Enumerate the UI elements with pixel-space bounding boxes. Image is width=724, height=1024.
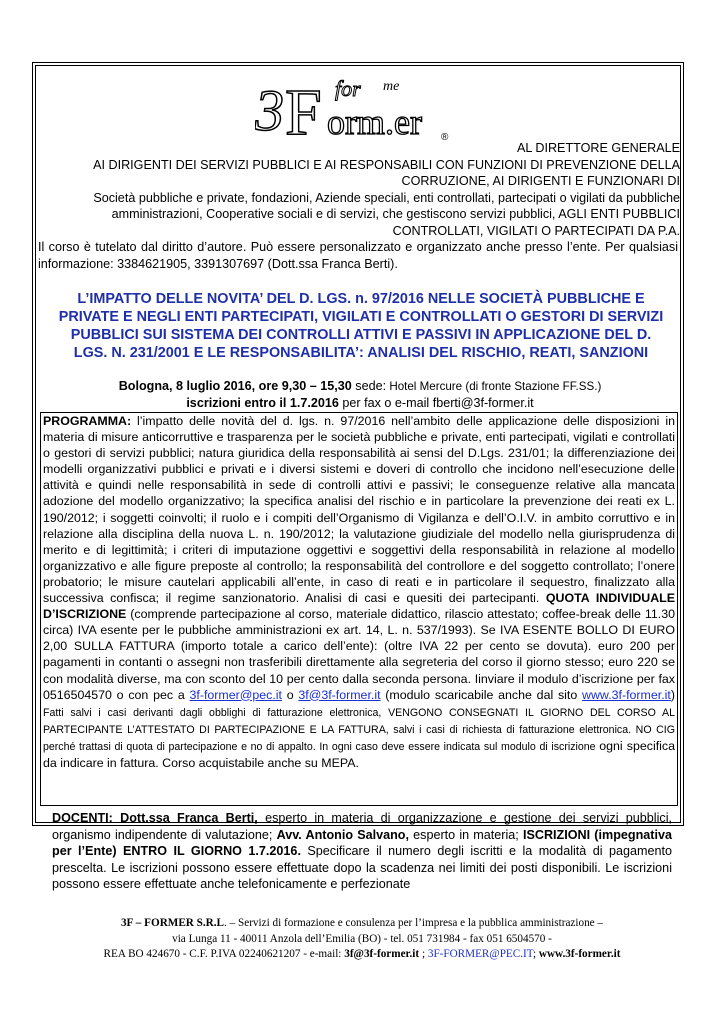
3former-logo: [255, 68, 465, 142]
footer-site[interactable]: www.3f-former.it: [538, 948, 621, 961]
footer-line-1: [40, 916, 684, 932]
addressee-line-2: AI DIRIGENTI DEI SERVIZI PUBBLICI E AI RESPONSABILI CON FUNZIONI DI PREVENZIONE DELLA: [93, 157, 680, 172]
close-paren: ): [670, 687, 675, 702]
svg-text:F: F: [285, 76, 322, 142]
footer-sep: ;: [419, 948, 428, 961]
docenti-text-2: esperto in materia;: [409, 827, 523, 842]
mepa-text: ogni specifica da indicare in fattura. Corso acquistabile anche su MEPA.: [43, 738, 675, 770]
footer-rea: REA BO 424670 - C.F. P.IVA 02240621207 - e-mail:: [103, 948, 345, 961]
svg-text:®: ®: [441, 132, 449, 142]
event-date: [40, 378, 680, 396]
svg-text:orm.er: orm.er: [327, 102, 422, 142]
docenti-label: DOCENTI: Dott.ssa Franca Berti,: [52, 811, 258, 825]
footer-line-2: via Lunga 11 - 40011 Anzola dell’Emilia (BO) - tel. 051 731984 - fax 051 6504570 -: [172, 932, 552, 945]
deadline: [40, 395, 680, 412]
course-title: L’IMPATTO DELLE NOVITA’ DEL D. LGS. n. 97/2016 NELLE SOCIETÀ PUBBLICHE E PRIVATE E NEGLI ENTI PARTECIPATI, VIGILATI E CONTROLLATI O GESTORI DI SERVIZI PUBBLICI SUI SISTEMA DEI CONTROLLI ATTIVI E PASSIVI IN APPLICAZIONE DEL D. LGS. N. 231/2001 E LE RESPONSABILITA’: ANALISI DEL RISCHIO, REATI, SANZIONI: [58, 291, 664, 361]
iscrizioni-deadline: ISCRIZIONI (impegnativa per l’Ente) ENTRO IL GIORNO 1.7.2016.: [52, 827, 672, 858]
svg-text:for: for: [335, 76, 361, 101]
venue: Hotel Mercure (di fronte Stazione FF.SS.): [386, 380, 602, 393]
modulo-text: (modulo scaricabile anche dal sito: [380, 687, 583, 702]
deadline-bold: iscrizioni entro il 1.7.2016: [186, 395, 339, 410]
docenti-section: [52, 810, 672, 893]
pec-link[interactable]: 3f-former@pec.it: [189, 687, 282, 702]
svg-text:me: me: [383, 79, 400, 94]
event-date-bold: Bologna, 8 luglio 2016, ore 9,30 – 15,30: [118, 379, 352, 393]
addressee-line-3: CORRUZIONE, AI DIRIGENTI E FUNZIONARI DI: [401, 174, 680, 188]
docenti-text-1: esperto in materia di organizzazione e gestione dei servizi pubblici, organismo indipendente di valutazione;: [52, 811, 672, 842]
footer: [40, 916, 684, 963]
footer-line-1-rest: . – Servizi di formazione e consulenza per l’impresa e la pubblica amministrazione –: [224, 917, 604, 929]
footer-company: 3F – FORMER S.R.L: [120, 917, 225, 929]
footer-pec-link[interactable]: 3F-FORMER@PEC.IT: [427, 948, 533, 961]
programma-text: l’impatto delle novità del d. lgs. n. 97/2016 nell’ambito delle applicazione delle disposizioni in materia di misure anticorruttive e trasparenza per le società pubbliche e private, enti partecipati, vigilati e controllati o gestori di servizi pubblici; natura giuridica della responsabilità ai sensi del D.Lgs. 231/01; la differenziazione dei modelli organizzativi pubblici e privati e i diversi sistemi e doveri di controllo che incidono nell’esecuzione delle attività e quindi nelle responsabilità in sede di controlli attivi e passivi; le conseguenze relative alla mancata adozione del modello organizzativo; la specifica analisi del rischio e in particolare la prevenzione dei reati ex L. 190/2012; i soggetti coinvolti; il ruolo e i compiti dell’Organismo di Vigilanza e dell’O.I.V. in ambito corruttivo e in relazione alla disciplina della nuova L. n. 190/2012; la valutazione giudiziale del modello nella giurisprudenza di merito e di legittimità; i criteri di imputazione oggettivi e soggettivi della responsabilità in relazione al modello organizzativo e alle figure preposte al controllo; la responsabilità del controllore e del soggetto controllato; l’onere probatorio; le misure cautelari applicabili all’ente, in caso di reati e in particolare il sequestro, finalizzato alla successiva confisca; il regime sanzionatorio. Analisi di casi e quesiti dei partecipanti.: [43, 414, 675, 606]
footer-line-3: [40, 947, 684, 963]
programma-label: PROGRAMMA:: [43, 414, 132, 428]
addressee-line-1: AL DIRETTORE GENERALE: [516, 141, 680, 155]
svg-text:3: 3: [255, 78, 284, 142]
invoice-note: Fatti salvi i casi derivanti dagli obblighi di fatturazione elettronica, VENGONO CONSEGNATI IL GIORNO DEL CORSO AL PARTECIPANTE L’ATTESTATO DI PARTECIPAZIONE E LA FATTURA, salvi i casi di richiesta di fatturazione elettronica. NO CIG perché trattasi di quota di partecipazione e no di appalto. In ogni caso deve essere indicata sul modulo di iscrizione: [43, 706, 675, 753]
addressee-line-5: amministrazioni, Cooperative sociali e di servizi, che gestiscono servizi pubblici, AGLI ENTI PUBBLICI: [111, 207, 680, 221]
avv-name: Avv. Antonio Salvano,: [276, 827, 410, 842]
quota-label: QUOTA INDIVIDUALE D’ISCRIZIONE: [43, 591, 676, 622]
footer-email[interactable]: 3f@3f-former.it: [344, 948, 420, 961]
addressee-line-6: CONTROLLATI, VIGILATI O PARTECIPATI DA P.A.: [392, 223, 680, 238]
deadline-rest: per fax o e-mail fberti@3f-former.it: [338, 395, 534, 410]
footer-sep2: ;: [532, 948, 539, 961]
email-link[interactable]: 3f@3f-former.it: [298, 687, 381, 702]
quota-text: (comprende partecipazione al corso, materiale didattico, rilascio attestato; coffee-break delle 11.30 circa) IVA esente per le pubbliche amministrazioni ex art. 14, L. n. 537/1993). Se IVA ESENTE BOLLO DI EURO 2,00 SULLA FATTURA (importo totale a carico dell’ente): (oltre IVA 22 per cento se dovuta). euro 200 per pagamenti in contanti o assegni non trasferibili direttamente alla segreteria del corso il giorno stesso; euro 220 se con modalità diverse, ma con sconto del 10 per cento dalla seconda persona. Iinviare il modulo d’iscrizione per fax 0516504570 o con pec a: [43, 607, 675, 702]
addressee-line-4: Società pubbliche e private, fondazioni, Aziende speciali, enti controllati, partecipati o vigilati da pubbliche: [93, 190, 680, 205]
venue-label: sede:: [351, 379, 387, 393]
programma-section: [43, 413, 675, 771]
docenti-text-3: Specificare il numero degli iscritti e la modalità di pagamento prescelta. Le iscrizioni possono essere effettuate dopo la scadenza nei limiti dei posti disponibili. Le iscrizioni possono essere effettuate anche telefonicamente e perfezionate: [52, 844, 673, 891]
or-text: o: [281, 687, 299, 702]
intro-text: Il corso è tutelato dal diritto d’autore. Può essere personalizzato e organizzato anche presso l’ente. Per qualsiasi informazione: 3384621905, 3391307697 (Dott.ssa Franca Berti).: [38, 240, 678, 271]
site-link[interactable]: www.3f-former.it: [582, 687, 671, 702]
